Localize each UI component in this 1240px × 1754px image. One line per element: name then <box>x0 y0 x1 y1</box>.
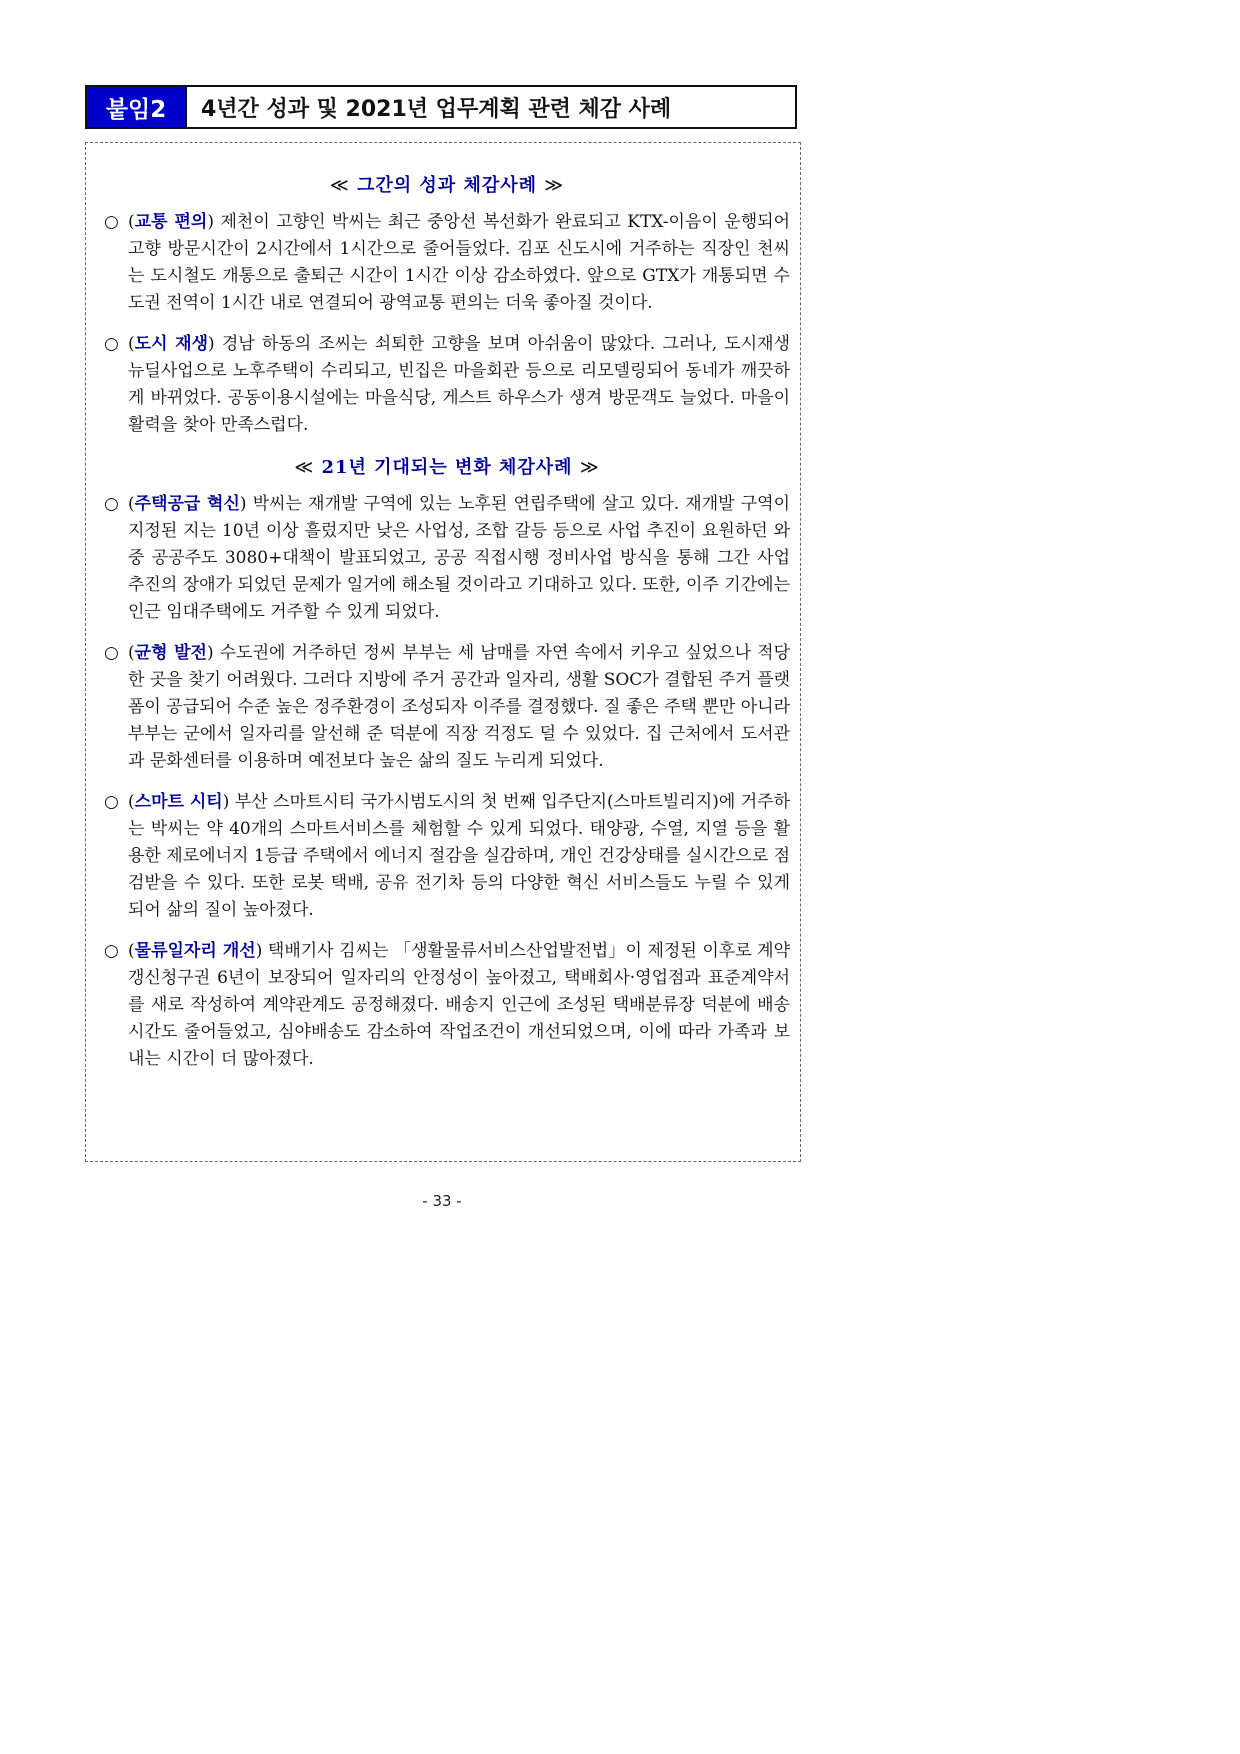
circle-bullet-icon: ○ <box>104 494 119 514</box>
item-description: 경남 하동의 조씨는 쇠퇴한 고향을 보며 아쉬움이 많았다. 그러나, 도시재생 뉴딜사업으로 노후주택이 수리되고, 빈집은 마을회관 등으로 리모델링되어 동네가 깨끗하게 바뀌었다. 공동이용시설에는 마을식당, 게스트 하우스가 생겨 방문객도 늘었다. 마을이 활력을 찾아 만족스럽다. <box>128 334 790 435</box>
item-text: (주택공급 혁신) 박씨는 재개발 구역에 있는 노후된 연립주택에 살고 있다. 재개발 구역이 지정된 지는 10년 이상 흘렀지만 낮은 사업성, 조합 갈등 등으로 사업 추진이 요원하던 와중 공공주도 3080+대책이 발표되었고, 공공 직접시행 정비사업 방식을 통해 그간 사업 추진의 장애가 되었던 문제가 일거에 해소될 것이라고 기대하고 있다. 또한, 이주 기간에는 인근 임대주택에도 거주할 수 있게 되었다. <box>128 494 790 622</box>
list-item <box>104 491 790 626</box>
item-description: 택배기사 김씨는 「생활물류서비스산업발전법」이 제정된 이후로 계약갱신청구권 6년이 보장되어 일자리의 안정성이 높아졌고, 택배회사·영업점과 표준계약서를 새로 작성하여 계약관계도 공정해졌다. 배송지 인근에 조성된 택배분류장 덕분에 배송시간도 줄어들었고, 심야배송도 감소하여 작업조건이 개선되었으며, 이에 따라 가족과 보내는 시간이 더 많아졌다. <box>128 941 791 1069</box>
list-item <box>104 938 790 1073</box>
list-item <box>104 331 790 439</box>
item-description: 부산 스마트시티 국가시범도시의 첫 번째 입주단지(스마트빌리지)에 거주하는 박씨는 약 40개의 스마트서비스를 체험할 수 있게 되었다. 태양광, 수열, 지열 등을 활용한 제로에너지 1등급 주택에서 에너지 절감을 실감하며, 개인 건강상태를 실시간으로 점검받을 수 있다. 또한 로봇 택배, 공유 전기차 등의 다양한 혁신 서비스들도 누릴 수 있게 되어 삶의 질이 높아졌다. <box>128 792 790 920</box>
content-box <box>85 142 801 1162</box>
item-text: (균형 발전) 수도권에 거주하던 정씨 부부는 세 남매를 자연 속에서 키우고 싶었으나 적당한 곳을 찾기 어려웠다. 그러다 지방에 주거 공간과 일자리, 생활 SOC가 결합된 주거 플랫폼이 공급되어 수준 높은 정주환경이 조성되자 이주를 결정했다. 질 좋은 주택 뿐만 아니라 부부는 군에서 일자리를 알선해 준 덕분에 직장 걱정도 덜 수 있었다. 집 근처에서 도서관과 문화센터를 이용하며 예전보다 높은 삶의 질도 누리게 되었다. <box>128 643 790 771</box>
section-heading-expected <box>104 453 790 479</box>
page-number: - 33 - <box>422 1192 462 1210</box>
open-bracket: ≪ <box>294 457 315 478</box>
item-text: (도시 재생) 경남 하동의 조씨는 쇠퇴한 고향을 보며 아쉬움이 많았다. 그러나, 도시재생 뉴딜사업으로 노후주택이 수리되고, 빈집은 마을회관 등으로 리모델링되어 동네가 깨끗하게 바뀌었다. 공동이용시설에는 마을식당, 게스트 하우스가 생겨 방문객도 늘었다. 마을이 활력을 찾아 만족스럽다. <box>128 334 790 435</box>
open-bracket: ≪ <box>329 175 350 196</box>
item-description: 제천이 고향인 박씨는 최근 중앙선 복선화가 완료되고 KTX-이음이 운행되어 고향 방문시간이 2시간에서 1시간으로 줄어들었다. 김포 신도시에 거주하는 직장인 천씨는 도시철도 개통으로 출퇴근 시간이 1시간 이상 감소하였다. 앞으로 GTX가 개통되면 수도권 전역이 1시간 내로 연결되어 광역교통 편의는 더욱 좋아질 것이다. <box>128 212 790 313</box>
item-text: (스마트 시티) 부산 스마트시티 국가시범도시의 첫 번째 입주단지(스마트빌리지)에 거주하는 박씨는 약 40개의 스마트서비스를 체험할 수 있게 되었다. 태양광, 수열, 지열 등을 활용한 제로에너지 1등급 주택에서 에너지 절감을 실감하며, 개인 건강상태를 실시간으로 점검받을 수 있다. 또한 로봇 택배, 공유 전기차 등의 다양한 혁신 서비스들도 누릴 수 있게 되어 삶의 질이 높아졌다. <box>128 792 790 920</box>
circle-bullet-icon: ○ <box>104 941 119 961</box>
appendix-title: 4년간 성과 및 2021년 업무계획 관련 체감 사례 <box>201 96 672 122</box>
appendix-tag: 붙임2 <box>87 87 187 127</box>
item-keyword: 물류일자리 개선 <box>134 941 256 961</box>
item-keyword: 교통 편의 <box>134 212 208 232</box>
circle-bullet-icon: ○ <box>104 792 119 812</box>
close-bracket: ≫ <box>579 457 600 478</box>
circle-bullet-icon: ○ <box>104 212 119 232</box>
circle-bullet-icon: ○ <box>104 643 119 663</box>
list-item <box>104 209 790 317</box>
item-description: 수도권에 거주하던 정씨 부부는 세 남매를 자연 속에서 키우고 싶었으나 적당한 곳을 찾기 어려웠다. 그러다 지방에 주거 공간과 일자리, 생활 SOC가 결합된 주거 플랫폼이 공급되어 수준 높은 정주환경이 조성되자 이주를 결정했다. 질 좋은 주택 뿐만 아니라 부부는 군에서 일자리를 알선해 준 덕분에 직장 걱정도 덜 수 있었다. 집 근처에서 도서관과 문화센터를 이용하며 예전보다 높은 삶의 질도 누리게 되었다. <box>128 643 790 771</box>
item-description: 박씨는 재개발 구역에 있는 노후된 연립주택에 살고 있다. 재개발 구역이 지정된 지는 10년 이상 흘렀지만 낮은 사업성, 조합 갈등 등으로 사업 추진이 요원하던 와중 공공주도 3080+대책이 발표되었고, 공공 직접시행 정비사업 방식을 통해 그간 사업 추진의 장애가 되었던 문제가 일거에 해소될 것이라고 기대하고 있다. 또한, 이주 기간에는 인근 임대주택에도 거주할 수 있게 되었다. <box>128 494 790 622</box>
close-bracket: ≫ <box>544 175 565 196</box>
item-keyword: 주택공급 혁신 <box>134 494 240 514</box>
list-item <box>104 789 790 924</box>
item-text: (물류일자리 개선) 택배기사 김씨는 「생활물류서비스산업발전법」이 제정된 이후로 계약갱신청구권 6년이 보장되어 일자리의 안정성이 높아졌고, 택배회사·영업점과 표준계약서를 새로 작성하여 계약관계도 공정해졌다. 배송지 인근에 조성된 택배분류장 덕분에 배송시간도 줄어들었고, 심야배송도 감소하여 작업조건이 개선되었으며, 이에 따라 가족과 보내는 시간이 더 많아졌다. <box>128 941 791 1069</box>
section-heading-text: 그간의 성과 체감사례 <box>356 175 538 196</box>
item-keyword: 도시 재생 <box>134 334 209 354</box>
appendix-title-box <box>85 85 797 129</box>
circle-bullet-icon: ○ <box>104 334 119 354</box>
section-heading-past <box>104 171 790 197</box>
section-heading-text: 21년 기대되는 변화 체감사례 <box>321 457 573 478</box>
item-keyword: 스마트 시티 <box>134 792 223 812</box>
item-text: (교통 편의) 제천이 고향인 박씨는 최근 중앙선 복선화가 완료되고 KTX-이음이 운행되어 고향 방문시간이 2시간에서 1시간으로 줄어들었다. 김포 신도시에 거주하는 직장인 천씨는 도시철도 개통으로 출퇴근 시간이 1시간 이상 감소하였다. 앞으로 GTX가 개통되면 수도권 전역이 1시간 내로 연결되어 광역교통 편의는 더욱 좋아질 것이다. <box>128 212 790 313</box>
item-keyword: 균형 발전 <box>134 643 207 663</box>
list-item <box>104 640 790 775</box>
